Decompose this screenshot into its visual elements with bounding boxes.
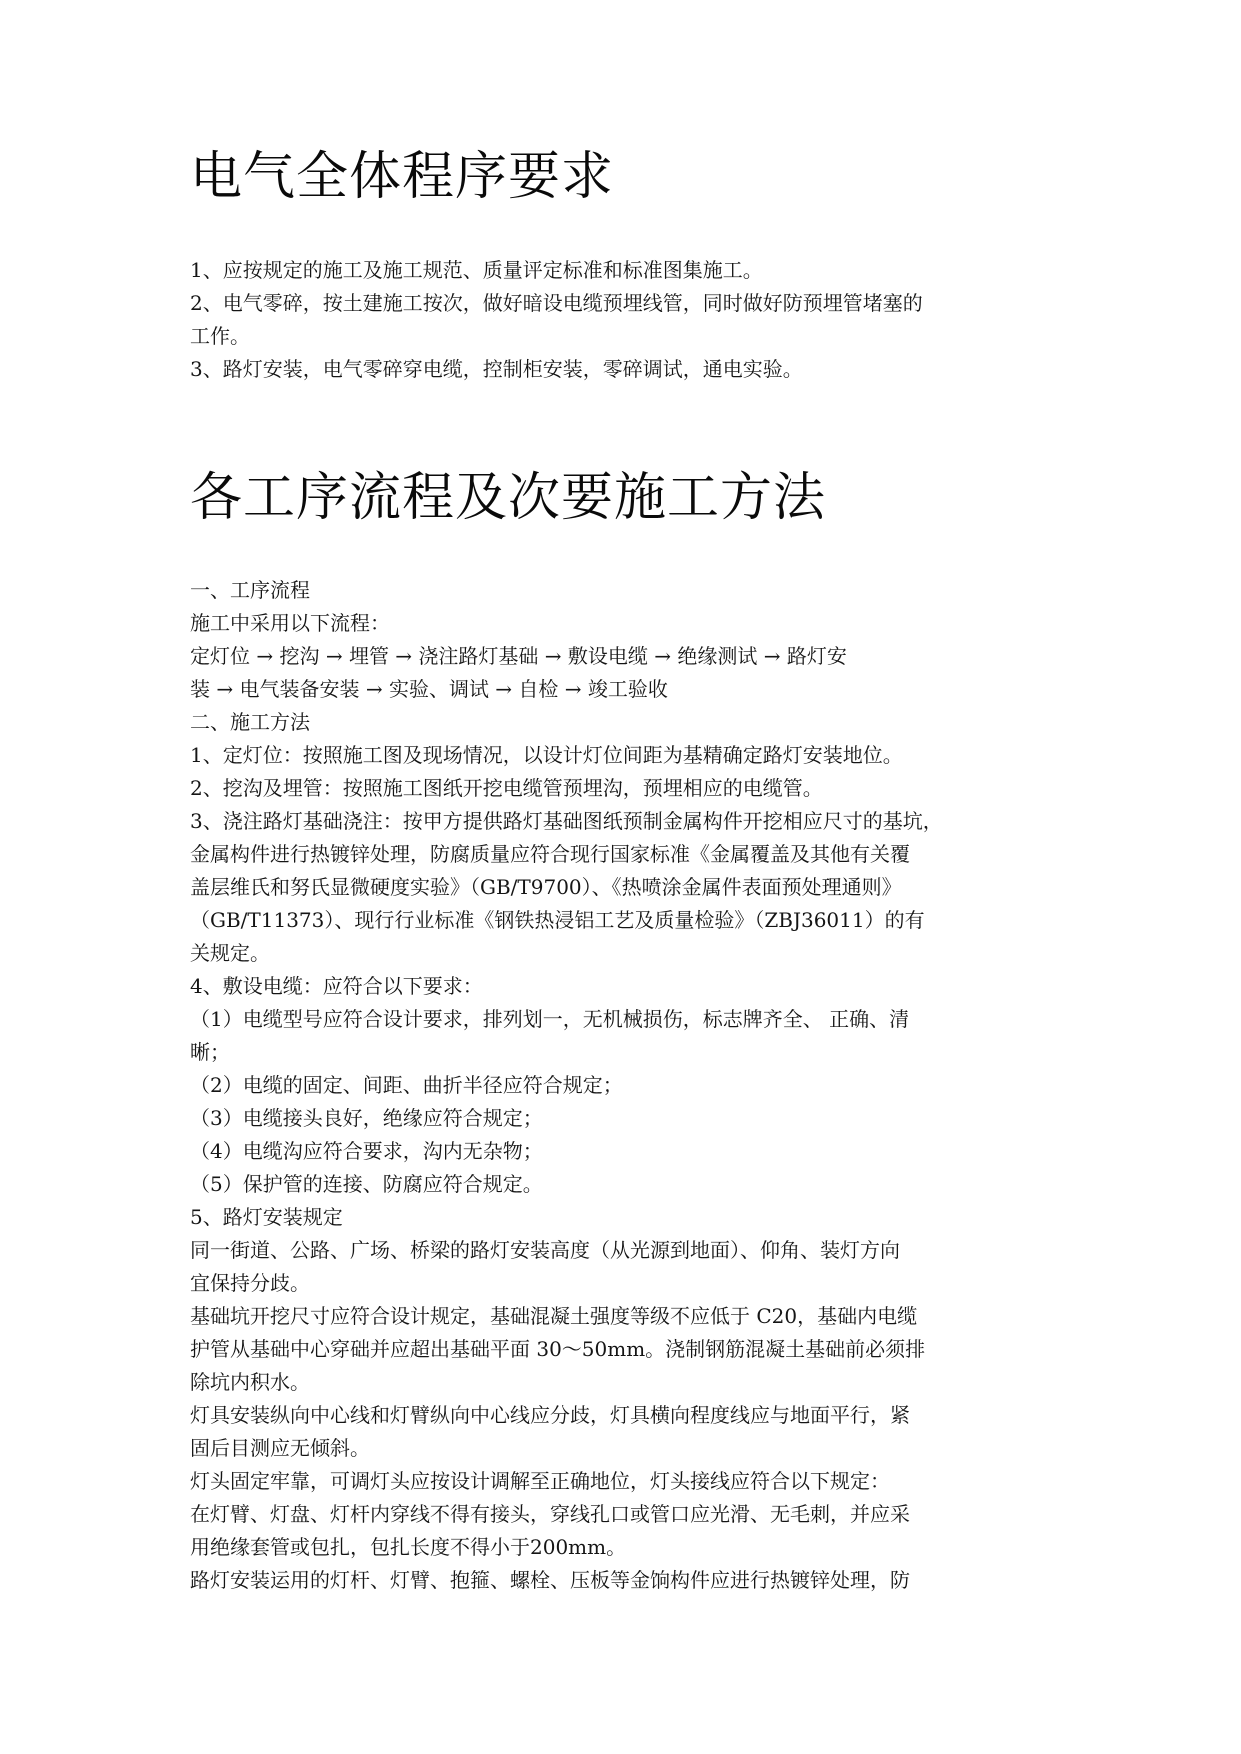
text-line: 4、敷设电缆：应符合以下要求： xyxy=(190,974,483,998)
text-line: 工作。 xyxy=(190,324,250,348)
text-line: 1、定灯位：按照施工图及现场情况，以设计灯位间距为基精确定路灯安装地位。 xyxy=(190,743,903,767)
text-line: 宜保持分歧。 xyxy=(190,1271,310,1295)
text-line: （3）电缆接头良好，绝缘应符合规定； xyxy=(190,1106,543,1130)
text-line: 二、施工方法 xyxy=(190,710,310,734)
text-line: 灯具安装纵向中心线和灯臂纵向中心线应分歧，灯具横向程度线应与地面平行，紧 xyxy=(190,1403,910,1427)
text-line: 1、应按规定的施工及施工规范、质量评定标准和标准图集施工。 xyxy=(190,258,763,282)
text-line: 3、浇注路灯基础浇注：按甲方提供路灯基础图纸预制金属构件开挖相应尺寸的基坑， xyxy=(190,809,943,833)
text-line: （2）电缆的固定、间距、曲折半径应符合规定； xyxy=(190,1073,623,1097)
text-line: （5）保护管的连接、防腐应符合规定。 xyxy=(190,1172,543,1196)
text-line: 同一街道、公路、广场、桥梁的路灯安装高度（从光源到地面）、仰角、装灯方向 xyxy=(190,1238,900,1262)
text-line: 晰； xyxy=(190,1040,230,1064)
text-line: 灯头固定牢靠，可调灯头应按设计调解至正确地位，灯头接线应符合以下规定： xyxy=(190,1469,890,1493)
text-line: 定灯位 → 挖沟 → 埋管 → 浇注路灯基础 → 敷设电缆 → 绝缘测试 → 路灯安 xyxy=(190,644,847,668)
section-heading-process-methods: 各工序流程及次要施工方法 xyxy=(190,468,827,528)
text-line: 用绝缘套管或包扎，包扎长度不得小于200mm。 xyxy=(190,1535,627,1559)
text-line: 基础坑开挖尺寸应符合设计规定，基础混凝土强度等级不应低于 C20，基础内电缆 xyxy=(190,1304,918,1328)
text-line: （4）电缆沟应符合要求，沟内无杂物； xyxy=(190,1139,543,1163)
text-line: （GB/T11373）、现行行业标准《钢铁热浸铝工艺及质量检验》（ZBJ36011）的有 xyxy=(190,908,925,932)
text-line: 固后目测应无倾斜。 xyxy=(190,1436,370,1460)
text-line: 关规定。 xyxy=(190,941,270,965)
text-line: 护管从基础中心穿础并应超出基础平面 30～50mm。浇制钢筋混凝土基础前必须排 xyxy=(190,1337,926,1361)
section-heading-electrical-procedure: 电气全体程序要求 xyxy=(190,147,615,207)
section-body-process-methods xyxy=(190,574,1070,1597)
section-body-electrical-procedure xyxy=(190,254,1070,386)
text-line: 除坑内积水。 xyxy=(190,1370,310,1394)
text-line: 金属构件进行热镀锌处理，防腐质量应符合现行国家标准《金属覆盖及其他有关覆 xyxy=(190,842,910,866)
text-line: 装 → 电气装备安装 → 实验、调试 → 自检 → 竣工验收 xyxy=(190,677,668,701)
text-line: 路灯安装运用的灯杆、灯臂、抱箍、螺栓、压板等金饷构件应进行热镀锌处理，防 xyxy=(190,1568,910,1592)
text-line: 一、工序流程 xyxy=(190,578,310,602)
text-line: 2、电气零碎，按土建施工按次，做好暗设电缆预埋线管，同时做好防预埋管堵塞的 xyxy=(190,291,923,315)
text-line: 3、路灯安装，电气零碎穿电缆，控制柜安装，零碎调试，通电实验。 xyxy=(190,357,803,381)
text-line: 5、路灯安装规定 xyxy=(190,1205,343,1229)
text-line: 2、挖沟及埋管：按照施工图纸开挖电缆管预埋沟，预埋相应的电缆管。 xyxy=(190,776,823,800)
text-line: 在灯臂、灯盘、灯杆内穿线不得有接头，穿线孔口或管口应光滑、无毛刺，并应采 xyxy=(190,1502,910,1526)
text-line: （1）电缆型号应符合设计要求，排列划一，无机械损伤，标志牌齐全、 正确、清 xyxy=(190,1007,910,1031)
text-line: 盖层维氏和努氏显微硬度实验》（GB/T9700）、《热喷涂金属件表面预处理通则》 xyxy=(190,875,902,899)
text-line: 施工中采用以下流程： xyxy=(190,611,390,635)
